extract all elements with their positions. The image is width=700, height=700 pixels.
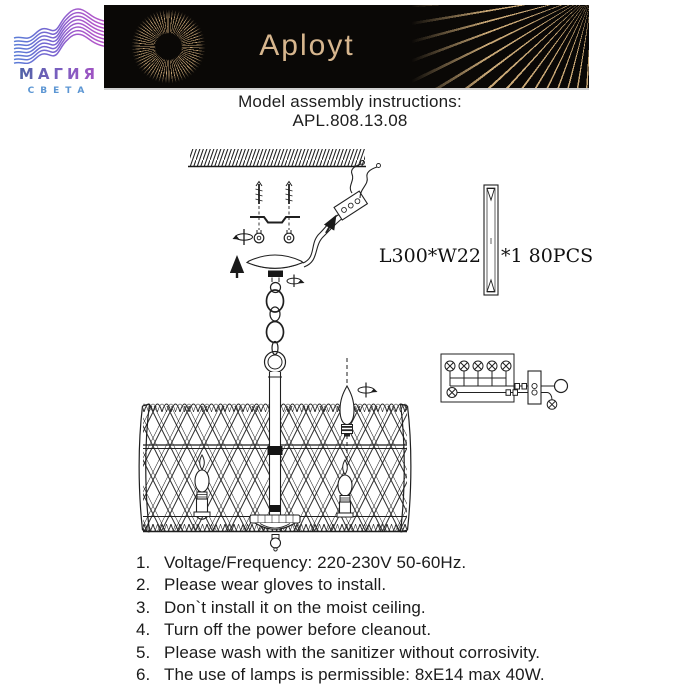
rays-decoration-icon <box>404 5 589 88</box>
instruction-number: 6. <box>136 665 151 685</box>
instruction-number: 2. <box>136 575 151 595</box>
crystal-qty-label: *1 80PCS <box>501 245 594 267</box>
sunburst-icon <box>130 8 207 85</box>
logo-title: МАГИЯ <box>8 65 110 83</box>
bottom-finial <box>250 515 300 551</box>
brand-banner <box>104 5 589 88</box>
bulb-external <box>340 386 354 437</box>
instruction-number: 4. <box>136 620 151 640</box>
instruction-text: Please wash with the sanitizer without corrosivity. <box>164 642 541 662</box>
assembly-diagram <box>0 140 700 560</box>
instruction-number: 5. <box>136 642 151 662</box>
instruction-item <box>136 619 606 641</box>
instruction-item <box>136 664 606 686</box>
canopy-assembly <box>247 255 305 293</box>
hanging-chain <box>265 290 286 373</box>
title-block <box>0 92 700 130</box>
instruction-item <box>136 642 606 664</box>
instruction-number: 1. <box>136 553 151 572</box>
instruction-text: Turn off the power before cleanout. <box>164 620 432 640</box>
crystal-rod-detail <box>484 185 498 295</box>
instructions-list <box>136 552 606 686</box>
magia-sveta-logo <box>8 6 110 102</box>
instruction-text: Voltage/Frequency: 220-230V 50-60Hz. <box>164 553 467 572</box>
page-title: Model assembly instructions: <box>238 92 462 111</box>
brand-name: Aployt <box>259 29 355 62</box>
logo-subtitle: СВЕТА <box>27 86 91 96</box>
model-number: APL.808.13.08 <box>292 111 408 130</box>
instruction-item <box>136 597 606 619</box>
instruction-item <box>136 574 606 596</box>
instruction-text: The use of lamps is permissible: 8xE14 max 40W. <box>164 665 545 685</box>
mounting-bracket <box>250 217 300 223</box>
rotate-arrow-icon <box>233 229 253 245</box>
central-column <box>268 372 283 517</box>
logo-waves-icon <box>12 6 106 64</box>
instruction-item <box>136 552 606 574</box>
chandelier-drum <box>139 358 411 551</box>
rotate-arrow-small-icon <box>287 275 305 288</box>
crystal-size-label: L300*W22 <box>378 245 481 267</box>
lamp-symbols <box>445 361 511 378</box>
instruction-text: Please wear gloves to install. <box>164 575 387 595</box>
mounting-screws <box>250 182 300 243</box>
wire-terminal-assembly <box>303 161 381 268</box>
rotate-arrow-bulb-icon <box>358 383 378 398</box>
instruction-text: Don`t install it on the moist ceiling. <box>164 597 426 617</box>
ceiling-hatch <box>188 149 366 167</box>
instruction-number: 3. <box>136 597 151 617</box>
wiring-schematic <box>441 354 568 409</box>
